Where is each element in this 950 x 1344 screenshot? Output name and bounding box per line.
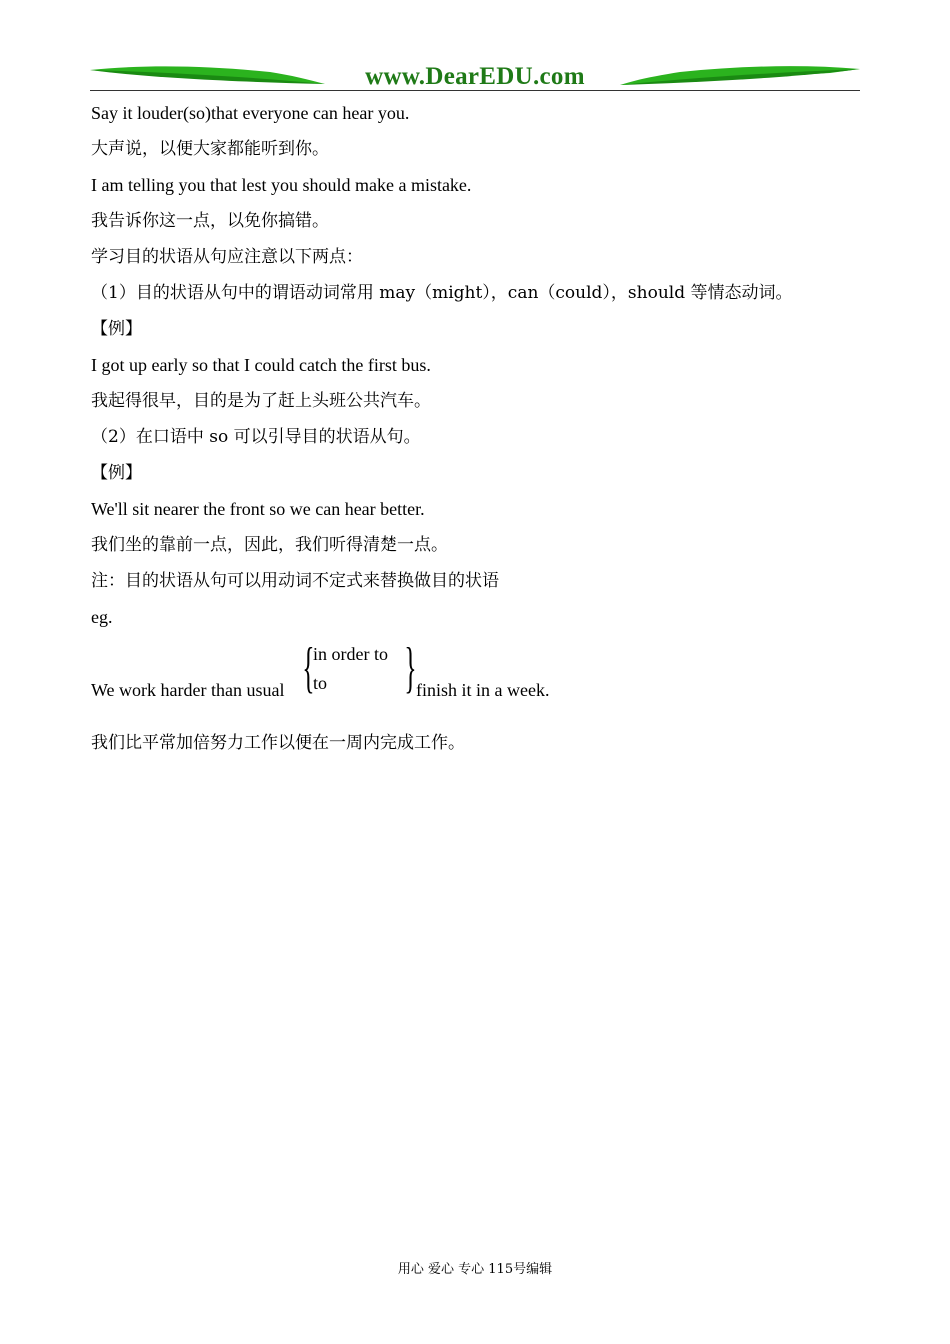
text-line: Say it louder(so)that everyone can hear you. bbox=[91, 103, 410, 123]
example-translation: 我们比平常加倍努力工作以便在一周内完成工作。 bbox=[91, 733, 465, 753]
eg-label: eg. bbox=[91, 607, 113, 627]
example-prefix: We work harder than usual bbox=[91, 680, 285, 700]
left-brace: { bbox=[302, 637, 315, 699]
note-line: 注：目的状语从句可以用动词不定式来替换做目的状语 bbox=[91, 571, 499, 591]
text-line: I am telling you that lest you should make a mistake. bbox=[91, 175, 472, 195]
rule-point-2: （2）在口语中 so 可以引导目的状语从句。 bbox=[91, 427, 421, 447]
header-divider bbox=[90, 90, 860, 91]
option-to: to bbox=[313, 673, 328, 693]
section-note: 学习目的状语从句应注意以下两点： bbox=[91, 247, 363, 267]
page-header bbox=[90, 62, 860, 92]
text-line: 我告诉你这一点，以免你搞错。 bbox=[91, 211, 329, 231]
text-line: 大声说，以便大家都能听到你。 bbox=[91, 139, 329, 159]
text-line: I got up early so that I could catch the first bus. bbox=[91, 355, 431, 375]
brace-example bbox=[91, 637, 691, 710]
option-in-order-to: in order to bbox=[313, 644, 388, 664]
document-body bbox=[91, 100, 861, 640]
rule-point-1: （1）目的状语从句中的谓语动词常用 may（might），can（could），should 等情态动词。 bbox=[91, 283, 793, 303]
text-line: We'll sit nearer the front so we can hear better. bbox=[91, 499, 425, 519]
text-line: 我起得很早，目的是为了赶上头班公共汽车。 bbox=[91, 391, 431, 411]
example-label: 【例】 bbox=[91, 319, 142, 339]
example-suffix: finish it in a week. bbox=[416, 680, 550, 700]
site-logo: www.DearEDU.com bbox=[365, 63, 585, 90]
page-footer: 用心 爱心 专心 115号编辑 bbox=[397, 1262, 553, 1277]
right-brace: } bbox=[404, 637, 417, 699]
example-label: 【例】 bbox=[91, 463, 142, 483]
text-line: 我们坐的靠前一点，因此，我们听得清楚一点。 bbox=[91, 535, 448, 555]
